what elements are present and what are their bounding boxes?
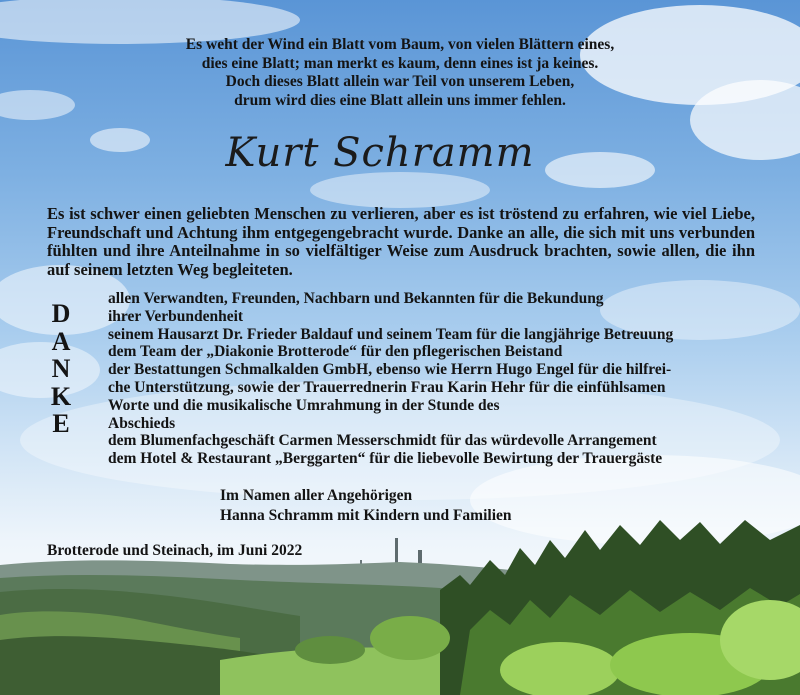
intro-paragraph: Es ist schwer einen geliebten Menschen zu verlieren, aber es ist tröstend zu erfahren, wie viel Liebe, Freundschaft und Achtung ihm entgegengebracht wurde. Danke an alle, die sich mit uns verbunden fühlten und ihre Anteilnahme in so vielfältiger Weise zum Ausdruck brachten, sowie allen, die ihn auf seinem letzten Weg begleiteten. <box>47 204 755 279</box>
thanks-line: allen Verwandten, Freunden, Nachbarn und Bekannten für die Bekundung <box>108 290 604 307</box>
thanks-line: dem Hotel & Restaurant „Berggarten“ für die liebevolle Bewirtung der Trauergäste <box>108 450 663 468</box>
thanks-line: Abschieds <box>108 414 176 432</box>
danke-vertical-heading <box>46 300 76 438</box>
thanks-line: dem Team der „Diakonie Brotterode“ für den pflegerischen Beistand <box>108 343 563 361</box>
thanks-list <box>108 290 755 468</box>
danke-letter: N <box>51 354 71 383</box>
deceased-name: Kurt Schramm <box>225 130 535 176</box>
poem-line: dies eine Blatt; man merkt es kaum, denn eines ist ja keines. <box>201 54 599 72</box>
family-signature <box>220 486 740 526</box>
poem-line: Es weht der Wind ein Blatt vom Baum, von vielen Blättern eines, <box>185 36 615 53</box>
signature-line: Hanna Schramm mit Kindern und Familien <box>220 507 512 524</box>
thanks-line: der Bestattungen Schmalkalden GmbH, ebenso wie Herrn Hugo Engel für die hilfrei- <box>108 361 672 379</box>
danke-letter: E <box>52 409 70 438</box>
thanks-line: ihrer Verbundenheit <box>108 307 244 325</box>
place-date: Brotterode und Steinach, im Juni 2022 <box>47 542 303 559</box>
thanks-line: dem Blumenfachgeschäft Carmen Messerschmidt für das würdevolle Arrangement <box>108 432 657 450</box>
signature-line: Im Namen aller Angehörigen <box>220 487 413 504</box>
memorial-poem <box>60 36 740 110</box>
danke-letter: K <box>50 381 72 411</box>
danke-letter: D <box>51 299 71 328</box>
poem-line: drum wird dies eine Blatt allein uns immer fehlen. <box>234 91 566 109</box>
thanks-line: che Unterstützung, sowie der Trauerrednerin Frau Karin Hehr für die einfühlsamen <box>108 378 666 396</box>
thanks-line: Worte und die musikalische Umrahmung in der Stunde des <box>108 396 500 414</box>
poem-line: Doch dieses Blatt allein war Teil von unserem Leben, <box>225 73 575 90</box>
danke-letter: A <box>51 326 71 356</box>
thanks-line: seinem Hausarzt Dr. Frieder Baldauf und seinem Team für die langjährige Betreuung <box>108 325 674 343</box>
